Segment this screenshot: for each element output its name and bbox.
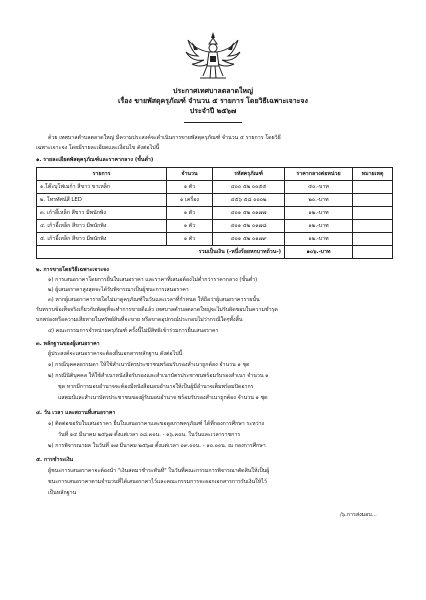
- section-3-line: ชุด หากมีการมอบอำนาจจะต้องมีหนังสือมอบอำนาจให้เป็นผู้มีอำนาจเต็มพร้อมปิดอากร: [58, 384, 254, 390]
- row-unit-price: ๑๒.-บาท: [285, 220, 353, 233]
- row-unit-price: ๕๐.-บาท: [285, 181, 353, 194]
- section-5-line: ผู้ชนะการเสนอราคาจะต้องนำ "เงินสดมาชำระทันที" ในวันที่คณะกรรมการพิจารณาตัดสินให้เป็นผู้: [48, 468, 270, 474]
- row-item: ๑.โต๊ะบุโฟเมก้า สีขาว ขาเหล็ก: [37, 181, 167, 194]
- section-2-line: ๒) ผู้เสนอราคาสูงสุดจะได้รับพิจารณาเป็นผู้ชนะการเสนอราคา: [48, 287, 189, 293]
- section-4-heading: ๔. วัน เวลา และสถานที่เสนอราคา: [36, 410, 116, 416]
- asset-price-table: [36, 167, 393, 259]
- total-value: ๑๐๖.-บาท: [285, 246, 353, 259]
- row-asset-code: ๔๐๑ ๕๒ ๐๑๗๙: [213, 233, 285, 246]
- row-remark: [353, 207, 393, 220]
- row-item: ๕. เก้าอี้เหล็ก สีขาว มีพนักพิง: [37, 233, 167, 246]
- section-1-heading: ๑. รายละเอียดพัสดุครุภัณฑ์และราคากลาง (ขั้นต่ำ): [36, 157, 154, 163]
- row-item: ๓. เก้าอี้เหล็ก สีขาว มีพนักพิง: [37, 207, 167, 220]
- row-quantity: ๑ เครื่อง: [167, 194, 213, 207]
- section-2-heading: ๒. การขายโดยวิธีเฉพาะเจาะจง: [36, 267, 109, 273]
- section-5-line: ชนะการเสนอราคาตามจำนวนที่ได้เสนอราคาไว้และคณะกรรมการจะออกเอกสารการรับเงินให้ไว้: [48, 479, 267, 485]
- row-item: ๔. เก้าอี้เหล็ก สีขาว มีพนักพิง: [37, 220, 167, 233]
- section-2-line: รับทราบข้อเท็จจริงเกี่ยวกับพัสดุที่จะทำการขายดีแล้ว เทศบาลตำบลตลาดใหญ่จะไม่รับผิดชอบในความชำรุด: [36, 307, 278, 313]
- row-remark: [353, 181, 393, 194]
- announcement-year: ประจำปี ๒๕๖๗: [189, 107, 237, 115]
- table-row: [37, 181, 393, 194]
- row-unit-price: ๒๐.-บาท: [285, 194, 353, 207]
- section-3-line: ผู้ประสงค์จะเสนอราคาจะต้องยื่นเอกสารหลักฐาน ดังต่อไปนี้: [48, 351, 183, 357]
- row-asset-code: ๔๐๑ ๕๒ ๐๑๗๗: [213, 207, 285, 220]
- announcement-title: ประกาศเทศบาลตลาดใหญ่: [173, 87, 253, 95]
- title-divider: [184, 122, 242, 123]
- row-asset-code: ๔๕๖ ๕๘ ๐๐๐๒: [213, 194, 285, 207]
- table-row: [37, 194, 393, 207]
- row-asset-code: ๔๐๑ ๕๒ ๐๑๗๘: [213, 220, 285, 233]
- table-row: [37, 220, 393, 233]
- section-5-line: เป็นหลักฐาน: [48, 490, 77, 496]
- section-4-line: ๒) การพิจารณาผล ในวันที่ ๑๗ มีนาคม ๒๕๖๗ ตั้งแต่เวลา ๐๙.๐๐น. - ๑๐.๐๐น. ณ กองการศึกษา: [48, 443, 266, 449]
- row-quantity: ๑ ตัว: [167, 220, 213, 233]
- row-quantity: ๑ ตัว: [167, 181, 213, 194]
- section-4-line: ๑) ติดต่อขอรับใบเสนอราคา ยื่นใบเสนอราคาและขอดูสภาพครุภัณฑ์ ได้ที่กองการศึกษา ระหว่าง: [48, 421, 265, 427]
- row-unit-price: ๑๒.-บาท: [285, 233, 353, 246]
- table-row: [37, 233, 393, 246]
- announcement-subject: เรื่อง ขายพัสดุครุภัณฑ์ จำนวน ๕ รายการ โดยวิธีเฉพาะเจาะจง: [118, 97, 308, 105]
- section-5-heading: ๕. การชำระเงิน: [36, 457, 74, 463]
- section-4-line: วันที่ ๑๔ มีนาคม ๒๕๖๗ ตั้งแต่เวลา ๐๘.๓๐น. - ๑๖.๓๐น. ในวันและเวลาราชการ: [58, 432, 241, 438]
- section-3-line: ๑) กรณีบุคคลธรรมดา ให้ใช้สำเนาบัตรประชาชนพร้อมรับรองสำเนาถูกต้อง จำนวน ๑ ชุด: [48, 362, 250, 368]
- header-quantity: จำนวน: [167, 168, 213, 181]
- section-2-line: ๔) คณะกรรมการจำหน่ายครุภัณฑ์ ครั้งนี้ไม่มีสิทธิเข้าร่วมการยื่นเสนอราคา: [48, 328, 219, 334]
- section-3-line: แสตมป์และสำเนาบัตรประชาชนของผู้รับมอบอำนาจ พร้อมรับรองสำเนาถูกต้อง จำนวน ๑ ชุด: [58, 395, 268, 401]
- table-row: [37, 207, 393, 220]
- header-unit-price: ราคากลางต่อหน่วย: [285, 168, 353, 181]
- intro-line: ด้วย เทศบาลตำบลตลาดใหญ่ มีความประสงค์จะดำเนินการขายพัสดุครุภัณฑ์ จำนวน ๕ รายการ โดยวิธี: [48, 135, 281, 141]
- row-quantity: ๑ ตัว: [167, 233, 213, 246]
- section-2-line: ๓) หากผู้เสนอราคารายใดไม่มาดูครุภัณฑ์ในวันและเวลาที่กำหนด ให้ถือว่าผู้เสนอราคารายนั้น: [48, 297, 260, 303]
- row-remark: [353, 194, 393, 207]
- row-remark: [353, 220, 393, 233]
- header-item: รายการ: [37, 168, 167, 181]
- header-remark: หมายเหตุ: [353, 168, 393, 181]
- table-header-row: [37, 168, 393, 181]
- row-unit-price: ๑๒.-บาท: [285, 207, 353, 220]
- total-remark: [353, 246, 393, 259]
- row-remark: [353, 233, 393, 246]
- section-3-heading: ๓. หลักฐานของผู้เสนอราคา: [36, 341, 100, 347]
- total-label: รวมเป็นเงิน (-หนึ่งร้อยหกบาทถ้วน-): [37, 246, 285, 259]
- header-asset-code: รหัสครุภัณฑ์: [213, 168, 285, 181]
- section-3-line: ๒) กรณีนิติบุคคล ให้ใช้สำเนาหนังสือรับรองและสำเนาบัตรประชาชนพร้อมรับรองสำเนา จำนวน ๑: [48, 373, 269, 379]
- table-total-row: [37, 246, 393, 259]
- intro-line: เฉพาะเจาะจง โดยมีรายละเอียดและเงื่อนไข ดังต่อไปนี้: [36, 145, 160, 151]
- continued-note: /๖.การส่งมอบ...: [340, 512, 377, 518]
- row-asset-code: ๔๐๐ ๕๒ ๐๐๕๕: [213, 181, 285, 194]
- row-item: ๒. โทรทัศน์สี LED: [37, 194, 167, 207]
- section-2-line: บกพร่องหรือความเสียหายในทรัพย์สินที่จะขาย หรือขาดอุปกรณ์ประกอบไม่ว่ากรณีใดๆทั้งสิ้น: [36, 317, 243, 323]
- garuda-emblem-icon: [184, 30, 242, 84]
- row-quantity: ๑ ตัว: [167, 207, 213, 220]
- section-2-line: ๑) การเสนอราคาโดยการยื่นใบเสนอราคา และราคาที่เสนอต้องไม่ต่ำกว่าราคากลาง (ขั้นต่ำ): [48, 277, 258, 283]
